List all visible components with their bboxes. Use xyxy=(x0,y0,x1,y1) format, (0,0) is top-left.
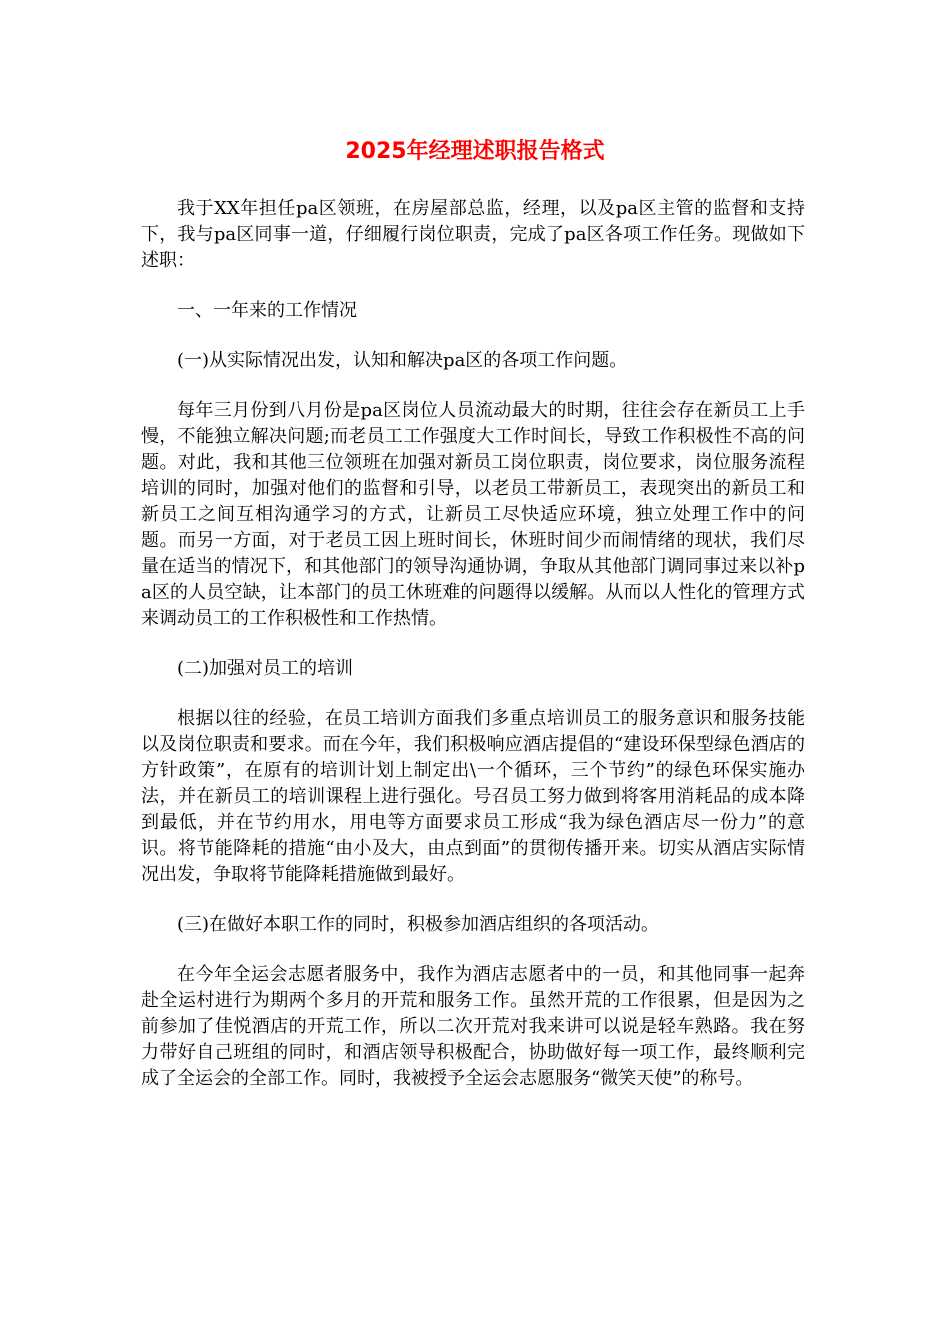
paragraph-volunteer: 在今年全运会志愿者服务中，我作为酒店志愿者中的一员，和其他同事一起奔赴全运村进行为期两个多月的开荒和服务工作。虽然开荒的工作很累，但是因为之前参加了佳悦酒店的开荒工作，所以二次开荒对我来讲可以说是轻车熟路。我在努力带好自己班组的同时，和酒店领导积极配合，协助做好每一项工作，最终顺利完成了全运会的全部工作。同时，我被授予全运会志愿服务“微笑天使”的称号。 xyxy=(141,964,805,1089)
subheading-3: (三)在做好本职工作的同时，积极参加酒店组织的各项活动。 xyxy=(177,914,660,935)
document-body xyxy=(141,196,805,1116)
document-title: 2025年经理述职报告格式 xyxy=(345,139,605,164)
subheading-2: (二)加强对员工的培训 xyxy=(177,658,354,679)
paragraph-intro: 我于XX年担任pa区领班，在房屋部总监，经理，以及pa区主管的监督和支持下，我与pa区同事一道，仔细履行岗位职责，完成了pa区各项工作任务。现做如下述职： xyxy=(141,198,805,271)
heading-section-1: 一、一年来的工作情况 xyxy=(177,300,357,321)
paragraph-staff-turnover: 每年三月份到八月份是pa区岗位人员流动最大的时期，往往会存在新员工上手慢，不能独立解决问题;而老员工工作强度大工作时间长，导致工作积极性不高的问题。对此，我和其他三位领班在加强对新员工岗位职责，岗位要求，岗位服务流程培训的同时，加强对他们的监督和引导，以老员工带新员工，表现突出的新员工和新员工之间互相沟通学习的方式，让新员工尽快适应环境，独立处理工作中的问题。而另一方面，对于老员工因上班时间长，休班时间少而闹情绪的现状，我们尽量在适当的情况下，和其他部门的领导沟通协调，争取从其他部门调同事过来以补pa区的人员空缺，让本部门的员工休班难的问题得以缓解。从而以人性化的管理方式来调动员工的工作积极性和工作热情。 xyxy=(141,400,805,629)
paragraph-training: 根据以往的经验，在员工培训方面我们多重点培训员工的服务意识和服务技能以及岗位职责和要求。而在今年，我们积极响应酒店提倡的“建设环保型绿色酒店的方针政策”，在原有的培训计划上制定出\一个循环，三个节约”的绿色环保实施办法，并在新员工的培训课程上进行强化。号召员工努力做到将客用消耗品的成本降到最低，并在节约用水，用电等方面要求员工形成“我为绿色酒店尽一份力”的意识。将节能降耗的措施“由小及大，由点到面”的贯彻传播开来。切实从酒店实际情况出发，争取将节能降耗措施做到最好。 xyxy=(141,708,805,885)
subheading-1: (一)从实际情况出发，认知和解决pa区的各项工作问题。 xyxy=(177,350,628,371)
